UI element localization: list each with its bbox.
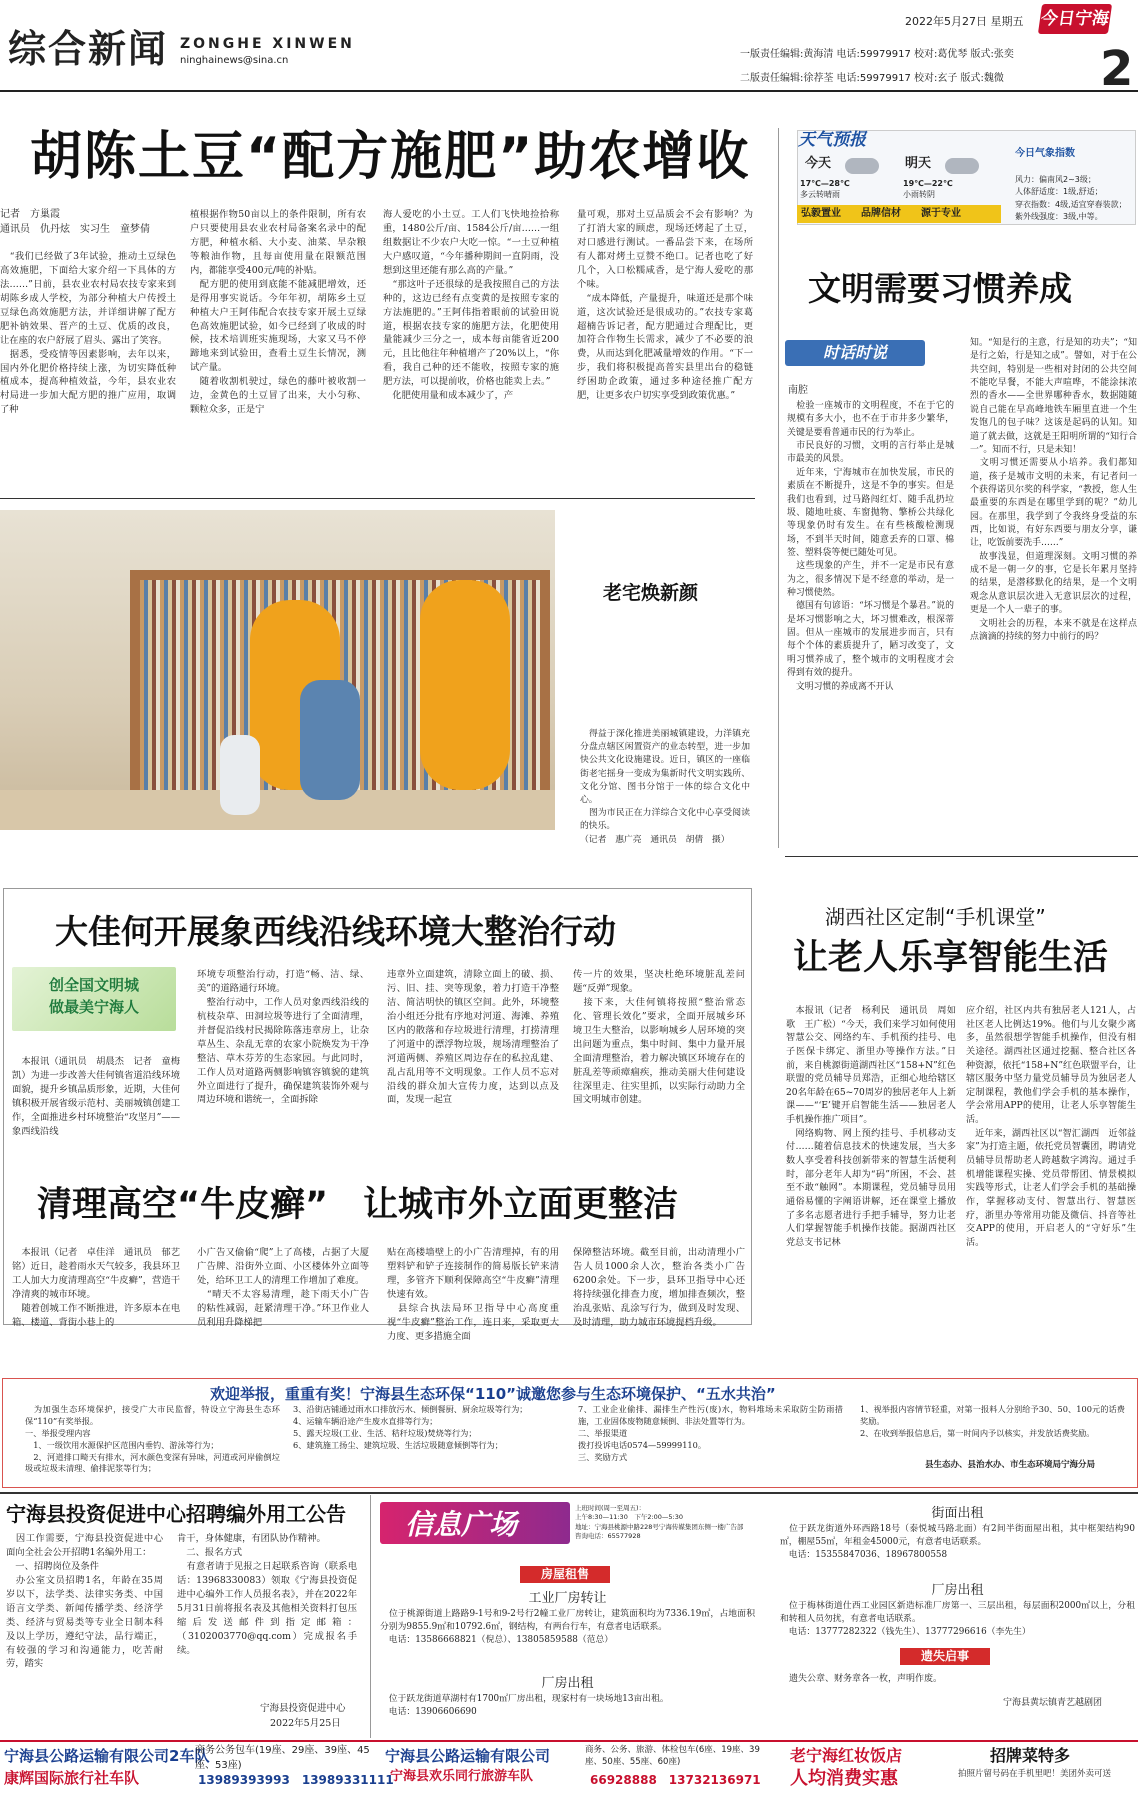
info-hours: 上班时间(周一至周五)： 上午8:30—11:30 下午2:00—5:30 地址：宁海县桃源中路228号宁海传媒集团东侧一楼广告部 咨询电话：65577928 (575, 1504, 744, 1541)
column-col-2: 知。“知是行的主意，行是知的功夫”；“知是行之始，行是知之成”。譬如，对于在公共空间，特别是一些相对封闭的公共空间不能吃早餐，不能大声喧哗，不能涂抹浓烈的香水——全世界哪种香水，数据随随说自己能在早高峰地铁车厢里直进一个生发饱几的包子味？这该是起码的认知。知道了就去做，这就是王阳明所谓的“知行合一”。知而不行，只是未知！ 文明习惯还需要从小培养。我们都知道，孩子是城市文明的未来，有记者问一个获得诺贝尔奖的科学家，“教授，您人生最重要的东西是在哪里学到的呢？”幼儿园。在那里，我学到了令我终身受益的东西，比如说，有好东西要与朋友分享，谦让，吃饭前要洗手……” 故事浅显，但道理深刻。文明习惯的养成不是一朝一夕的事，它是长年累月坚持的结果，是潜移默化的结果，是一个文明观念从意识层次进入无意识层次的过程，更是一个人一辈子的事。 文明社会的历程，本来不就是在这样点点滴滴的持续的努力中前行的吗？ (970, 338, 1137, 642)
ad1-title: 工业厂房转让 (528, 1591, 607, 1606)
eco-col-1: 为加强生态环境保护，接受广大市民监督，特设立宁海县生态环保“110”有奖举报。 一、举报受理内容 1、一级饮用水源保护区范围内垂钓、游泳等行为； 2、河道排口畸天有排水，河水颜色变深有异味，河道或河岸偷倒垃圾或垃圾未清理、偷排泥浆等行为； (25, 1404, 280, 1474)
ad4-title: 厂房出租 (931, 1583, 984, 1598)
bus-ad-2-phone: 66928888 13732136971 (590, 1773, 761, 1787)
hujiaxi-col-1: 本报讯（通讯员 胡晨杰 记者 童梅凯）为进一步改善大佳何镇省道沿线环境面貌，提升乡镇品质形象，近期，大佳何镇积极开展省级示范村、美丽城镇创建工作，全面推进乡村环境整治“攻坚月”——象西线沿线 (12, 1056, 180, 1137)
niupixuan-headline: 清理高空“牛皮癣” 让城市外立面更整洁 (37, 1185, 679, 1225)
section-email: ninghainews@sina.cn (180, 55, 289, 66)
editor-line-2: 二版责任编辑:徐荐荃 电话:59979917 校对:玄子 版式:魏微 (740, 73, 1004, 84)
ad4-body: 位于梅林街道仕西工业园区新造标准厂房第一、三层出租，每层面积2000㎡以上，分租和转租人员勿扰，有意者电话联系。 电话：13777282322（钱先生）、13777296616（李先生） (780, 1601, 1135, 1638)
weather-today-label: 今天 (805, 156, 832, 171)
photo-caption: 得益于深化推进美丽城镇建设，力洋镇充分盘点辖区闲置资产的业态转型，进一步加快公共文化设施建设。近日，镇区的一座临街老宅摇身一变成为集新时代文明实践所、文化分馆、图书分馆于一体的综合文化中心。 图为市民正在力洋综合文化中心享受阅读的快乐。 （记者 惠广亮 通讯员 胡倩 摄） (580, 729, 750, 845)
weather-title: 天气预报 (798, 130, 866, 150)
restaurant-ad-sub: 人均消费实惠 (790, 1768, 898, 1789)
lead-col-3: 海人爱吃的小土豆。工人们飞快地捡拾称重，1480公斤/亩、1584公斤/亩……一组组数据让不少农户大吃一惊。“一土豆种植大户感叹道，“今年播种期间一直阴雨，没想到这里还能有那么高的产量。” “那这叶子还很绿的是我按照自己的方法种的，这边已经有点变黄的是按照专家的方法施肥的。”王阿伟指着眼前的试验田说道，根据农技专家的施肥方法，化肥使用量能减少三分之一，成本每亩能省近200元，且比他往年种植增产了20%以上，“你看，我自己种的还不能收，按照专家的施肥方法，可以提前收，价格也能卖上去。” 化肥使用量和成本减少了，产 (383, 209, 559, 402)
eco-headline: 欢迎举报，重重有奖！宁海县生态环保“110”诚邀您参与生态环境保护、“五水共治” (210, 1385, 776, 1403)
dishes-ad-title: 招牌菜特多 (990, 1746, 1071, 1765)
bus-ad-1-sub: 康辉国际旅行社车队 (4, 1769, 140, 1787)
recruit-date: 2022年5月25日 (270, 1718, 341, 1729)
lost-body: 遗失公章、财务章各一枚，声明作废。 (780, 1674, 943, 1684)
editor-line-1: 一版责任编辑:黄海清 电话:59979917 校对:葛优琴 版式:张奕 (740, 49, 1014, 60)
column-divider (778, 128, 779, 848)
lost-section-head: 遗失启事 (900, 1648, 990, 1665)
logo-line-1: 创全国文明城 (48, 976, 139, 994)
hujiaxi-col-4: 传一片的效果，坚决杜绝环境脏乱差问题“反弹”现象。 接下来，大佳何镇将按照“整治常态化、管理长效化”要求，全面开展城乡环境卫生大整治，以影响城乡人居环境的突出问题为重点，集中时间、集中力量开展全面清理整治，着力解决镇区环境存在的脏乱差等顽瘴痼疾，推动美丽大佳何建设往深里走、往实里抓，以实际行动助力全国文明城市创建。 (573, 969, 745, 1106)
lead-col-1: “我们已经做了3年试验，推动土豆绿色高效施肥，下面给大家介绍一下具体的方法……”日前，县农业农村局农技专家来到胡陈乡成人学校，为部分种植大户传授土豆绿色高效施肥方法，并详细讲解了配方肥补钠效果、晋产的土豆、优质的改良，让在座的农户舒展了眉头、露出了笑容。 据悉，受疫情等因素影响，去年以来，国内外化肥价格持续上涨，为切实降低种植成本，提高种植效益，今年，县农业农村局进一步加大配方肥的推广应用，取调了种 (0, 251, 176, 416)
section-pinyin: ZONGHE XINWEN (180, 36, 355, 52)
niupixuan-col-3: 贴在高楼墙壁上的小广告清理掉，有的用塑料铲和铲子连接制作的简易版长铲来清理，多管齐下顺利保障高空“牛皮癣”清理快速有效。 县综合执法局环卫指导中心高度重视“牛皮癣”整治工作，连日来，采取更大力度、更多措施全面 (387, 1247, 559, 1342)
civilization-logo (12, 967, 176, 1031)
column-author: 南腔 (788, 385, 808, 396)
recruit-col-2: 肯干，身体健康，有团队协作精神。 二、报名方式 有意者请于见报之日起联系咨询（联系电话：13968330083）领取《宁海县投资促进中心编外工作人员报名表》，并在2022年5月31日前将报名表及其他相关资料打包压缩后发送邮件到指定邮箱：（3102003770@qq.com）完成报名手续。 (177, 1533, 357, 1656)
column-col-1: 检验一座城市的文明程度，不在于它的规模有多大小，也不在于市井多少繁华，关键是要看普通市民的行为举止。 市民良好的习惯，文明的言行举止是城市最美的风景。 近年来，宁海城市在加快发展，市民的素质在不断提升，这是不争的事实。但是我们也看到，过马路闯红灯、随手乱扔垃圾、随地吐痰、车窗抛物、擎桥公共绿化等现象仍时有发生。在有些核酸检测现场，不到半天时间，随意丢弃的口罩、棉签、塑料袋等便已随处可见。 这些现象的产生，并不一定是市民有意为之，很多情况下是不经意的举动，是一种习惯使然。 德国有句谚语：“坏习惯是个暴君。”说的是坏习惯影响之大，坏习惯难改，根深蒂固。但从一座城市的发展进步而言，只有每个个体的素质提升了，陋习改变了，文明习惯养成了，整个城市的文明程度才会得到有效的提升。 文明习惯的养成离不开认 (787, 401, 954, 692)
weather-index-line: 紫外线强度：3级,中等。 (1015, 212, 1103, 222)
ad1-body: 位于桃源街道上路路9-1号和9-2号行2幢工业厂房转让，建筑面积均为7336.19㎡，占地面积分别为9855.9㎡和10792.6㎡，钢结构，有两台行车，有意者电话联系。 电话：13586668821（倪总）、13805859588（范总） (380, 1609, 755, 1646)
cloud-rain-icon (845, 158, 879, 174)
weather-today-temp: 17℃—28℃ (800, 179, 850, 188)
bus-ad-1-title: 宁海县公路运输有限公司2车队 (4, 1747, 210, 1765)
ads-rule (0, 1492, 1138, 1494)
weather-tomorrow-temp: 19℃—22℃ (903, 179, 953, 188)
lead-col-4: 量可观，那对土豆品质会不会有影响？为了打消大家的顾虑，现场还烤起了土豆，对口感进行测试。一番品尝下来，在场所有人都对烤土豆赞不绝口。记者也吃了好几个，入口松糯咸香，是宁海人爱吃的那个味。 “成本降低，产量提升，味道还是那个味道，这次试验还是很成功的。”农技专家葛超楠告诉记者，配方肥通过合理配比，更加符合作物生长需求，减少了不必要的浪费，从而达到化肥减量增效的作用。“下一步，我们将积极提高普实县里出台的稳链纾困助企政策，通过多种途径推广配方肥，让更多农户切实享受到政策优惠。” (577, 209, 753, 402)
logo-line-2: 做最美宁海人 (48, 997, 139, 1016)
huxi-headline: 让老人乐享智能生活 (793, 938, 1109, 978)
page-number: 2 (1100, 41, 1134, 97)
lead-rule (0, 498, 755, 499)
weather-tomorrow-desc: 小雨转阴 (903, 190, 935, 199)
dishes-ad-sub: 拍照片留号码在手机里吧！美团外卖可送 (958, 1769, 1112, 1779)
ads-divider (370, 1495, 371, 1738)
bus-ad-2-title: 宁海县公路运输有限公司 (385, 1747, 551, 1765)
weather-index-line: 穿衣指数：4级,适宜穿春装款； (1015, 199, 1127, 209)
niupixuan-col-1: 本报讯（记者 卓佳洋 通讯员 郁艺铭）近日，趁着雨水天气较多，我县环卫工人加大力度清理高空“牛皮癣”，营造干净清爽的城市环境。 随着创城工作不断推进，许多原本在电箱、楼道、背街小巷上的 (12, 1247, 180, 1328)
huxi-col-1: 本报讯（记者 杨利民 通讯员 周如歌 王广松）“今天，我们来学习如何使用智慧公交、网络约车、手机预约挂号、电子医保卡绑定、浙里办等操作方法。”日前，来自桃源街道湖西社区“158+N”红色联盟的党员辅导员郑浩，正细心地给辖区20名年龄在65~70周岁的独居老年人上新课——“‘E’键开启智能生活——独居老人手机操作推广项目”。 网络购物、网上预约挂号、手机移动支付……随着信息技术的快速发展，当大多数人享受着科技创新带来的智慧生活便利时，部分老年人却为“码”所困，不会、甚至不敢“触网”。本期课程，党员辅导员用通俗易懂的字阐语讲解，还在课堂上播放了多名志愿者进行手把手辅导，努力让老人们掌握智能手机操作技能。据湖西社区党总支书记林 (786, 1006, 956, 1248)
lead-byline: 记者 方巢霞 通讯员 仇丹炫 实习生 童梦倩 (0, 209, 150, 235)
info-title: 信息广场 (405, 1508, 518, 1541)
recruit-headline: 宁海县投资促进中心招聘编外用工公告 (6, 1502, 346, 1526)
weather-ad: 弘毅置业 品牌信材 源于专业 (797, 205, 1001, 223)
huxi-kicker: 湖西社区定制“手机课堂” (825, 905, 1046, 929)
section-title: 综合新闻 (8, 27, 169, 71)
eco-signature: 县生态办、县治水办、市生态环境局宁海分局 (925, 1460, 1096, 1470)
photo-title: 老宅焕新颜 (603, 582, 699, 604)
issue-date: 2022年5月27日 星期五 (905, 15, 1024, 28)
paper-logo: 今日宁海 (1038, 4, 1112, 34)
rent-section-head: 房屋租售 (520, 1566, 610, 1583)
bus-ad-1-desc: 商务公务包车(19座、29座、39座、45座、53座) (195, 1745, 370, 1771)
weather-today-desc: 多云转晴雨 (800, 190, 840, 199)
eco-col-3: 7、工业企业偷排、漏排生产性污(废)水，物料堆场未采取防尘防雨措施，工业固体废物随意倾倒、非法处置等行为。 二、举报渠道 拨打投诉电话0574—59999110。 三、奖励方式 (578, 1404, 843, 1462)
restaurant-ad-title: 老宁海红妆饭店 (790, 1746, 903, 1765)
bus-ad-2-desc: 商务、公务、旅游、体检包车(6座、19座、39座、50座、55座、60座) (585, 1745, 760, 1768)
weather-index-line: 风力：偏南风2~3级； (1015, 175, 1096, 184)
recruit-signature: 宁海县投资促进中心 (260, 1703, 346, 1714)
bus-ad-1-phone: 13989393993 13989331111 (198, 1773, 394, 1787)
hujiaxi-col-3: 违章外立面建筑，清除立面上的破、损、污、旧、挂、突等现象，着力打造干净整洁、简洁明快的镇区空间。此外，环境整治小组还分批有序地对河道、海滩、养殖区内的散落和存垃圾进行清理，打捞清理了河道中的漂浮物垃圾，规场清理整治了河道两侧、养殖区周边存在的私拉乱建、乱占乱用等不文明现象。工作人员不忘对沿线的群众加大宣传力度，达到以点及面，发现一起宣 (387, 969, 559, 1106)
header-rule (0, 90, 1138, 92)
ad3-title: 街面出租 (931, 1506, 984, 1521)
weather-index-title: 今日气象指数 (1015, 148, 1075, 159)
lost-signature: 宁海县黄坛镇青艺越剧团 (1003, 1698, 1103, 1708)
cloud-rain-icon (945, 158, 979, 174)
recruit-col-1: 因工作需要，宁海县投资促进中心面向全社会公开招聘1名编外用工： 一、招聘岗位及条件 办公室文员招聘1名，年龄在35周岁以下，法学类、法律实务类、中国语言文学类、新闻传播学类、经济学类、经济与贸易类等专业全日制本科及以上学历，遵纪守法，品行端正，有较强的学习和沟通能力，吃苦耐劳，踏实 (6, 1533, 163, 1670)
weather-tomorrow-label: 明天 (905, 156, 932, 171)
eco-col-2: 3、沿街店铺通过雨水口排放污水、倾倒餐厨、厨余垃圾等行为； 4、运输车辆沿途产生废水直排等行为； 5、露天垃圾(工业、生活、秸秆垃圾)焚烧等行为； 6、建筑施工扬尘、建筑垃圾、生活垃圾随意倾倒等行为； (293, 1404, 528, 1450)
lead-col-2: 植根据作物50亩以上的条件限制，所有农户只要使用县农业农村局备案名录中的配方肥，种植水稻、大小麦、油菜、旱杂粮等粮油作物，且每亩使用量在限额范围内，都能享受400元/吨的补贴。 配方肥的使用到底能不能减肥增效，还是得用事实说话。今年年初，胡陈乡土豆种植大户王阿伟配合农技专家开展土豆绿色高效施肥试验，如今已经到了收成的时候，技术培训班实施现场，大家又马不停蹄地来到试验田，查看土豆生长情况，测试产量。 随着收割机驶过，绿色的藤叶被收割一边，金黄色的土豆冒了出来，大小匀称、颗粒众多，正是宁 (190, 209, 366, 416)
column-rule (785, 856, 1138, 857)
hujiaxi-col-2: 环境专项整治行动，打造“畅、洁、绿、美”的道路通行环境。 整治行动中，工作人员对象西线沿线的杭枝杂草、田洞垃圾等进行了全面清理，并督促沿线村民揭除陈落违章房上，让杂草丛生、杂乱无章的农家小院焕发为干净整洁、草木芬芳的生态家园。与此同时，工作人员对道路两侧影响镇容镇貌的建筑外立面进行了提升，确保建筑装饰外观与周边环境和谐统一，全面拆除 (197, 969, 369, 1106)
hujiaxi-headline: 大佳何开展象西线沿线环境大整治行动 (55, 912, 616, 951)
library-photo (0, 510, 555, 830)
niupixuan-col-2: 小广告又偷偷“爬”上了高楼，占据了大厦广告牌、沿街外立面、小区楼体外立面等处，给环卫工人的清理工作增加了难度。 “晴天不太容易清理，趁下雨天小广告的粘性减弱，赶紧清理干净。”环卫作业人员利用升降梯把 (197, 1247, 369, 1328)
ad2-body: 位于跃龙街道草湖村有1700㎡厂房出租，现家村有一块场地13亩出租。 电话：13906606690 (388, 1694, 669, 1718)
bus-ad-2-sub: 宁海县欢乐同行旅游车队 (390, 1769, 534, 1784)
ad2-title: 厂房出租 (541, 1676, 594, 1691)
column-headline: 文明需要习惯养成 (808, 269, 1072, 308)
eco-col-4: 1、视举报内容情节轻重，对第一报料人分别给予30、50、100元的话费奖励。 2、在收到举报信息后，第一时间内予以核实，并发放话费奖励。 (860, 1404, 1125, 1438)
huxi-col-2: 应介绍，社区内共有独居老人121人，占社区老人比例达19%。他们与儿女聚少离多，虽然很想学智能手机操作，但没有相关途径。湖西社区通过挖掘、整合社区各种资源，依托“158+N”红色联盟平台，让辖区服务中坚力量党员辅导员为独居老人定制课程，教他们学会手机的基本操作，学会常用APP的使用，让老人乐享智能生活。 近年来，湖西社区以“智汇湖西 近邻益家”为打造主题，依托党员智囊团，聘请党员辅导员帮助老人跨越数字鸿沟。通过手机增能课程实操、党员带帮团、情景模拟实践等形式，让老人们学会手机的基础操作，掌握移动支付、智慧出行、智慧医疗，浙里办等常用功能及微信、抖音等社交APP的使用，开启老人的“守好乐”生活。 (966, 1006, 1136, 1248)
lead-headline: 胡陈土豆“配方施肥”助农增收 (30, 127, 751, 187)
weather-index-line: 人体舒适度：1级,舒适； (1015, 187, 1103, 197)
niupixuan-col-4: 保障整洁环境。截至目前，出动清理小广告人员1000余人次，整治各类小广告6200余处。下一步，县环卫指导中心还将持续强化排查力度，增加排查频次，整治乱张贴、乱涂写行为，做到及时发现、及时清理，助力城市环境提档升级。 (573, 1247, 745, 1328)
column-tag: 时话时说 (785, 340, 925, 366)
ad3-body: 位于跃龙街道外环西路18号（泰悦城马路北面）有2间半街面屋出租，其中框架结构90㎡，棚屋55㎡，年租金45000元，有意者电话联系。 电话：15355847036、18967800558 (780, 1524, 1135, 1561)
